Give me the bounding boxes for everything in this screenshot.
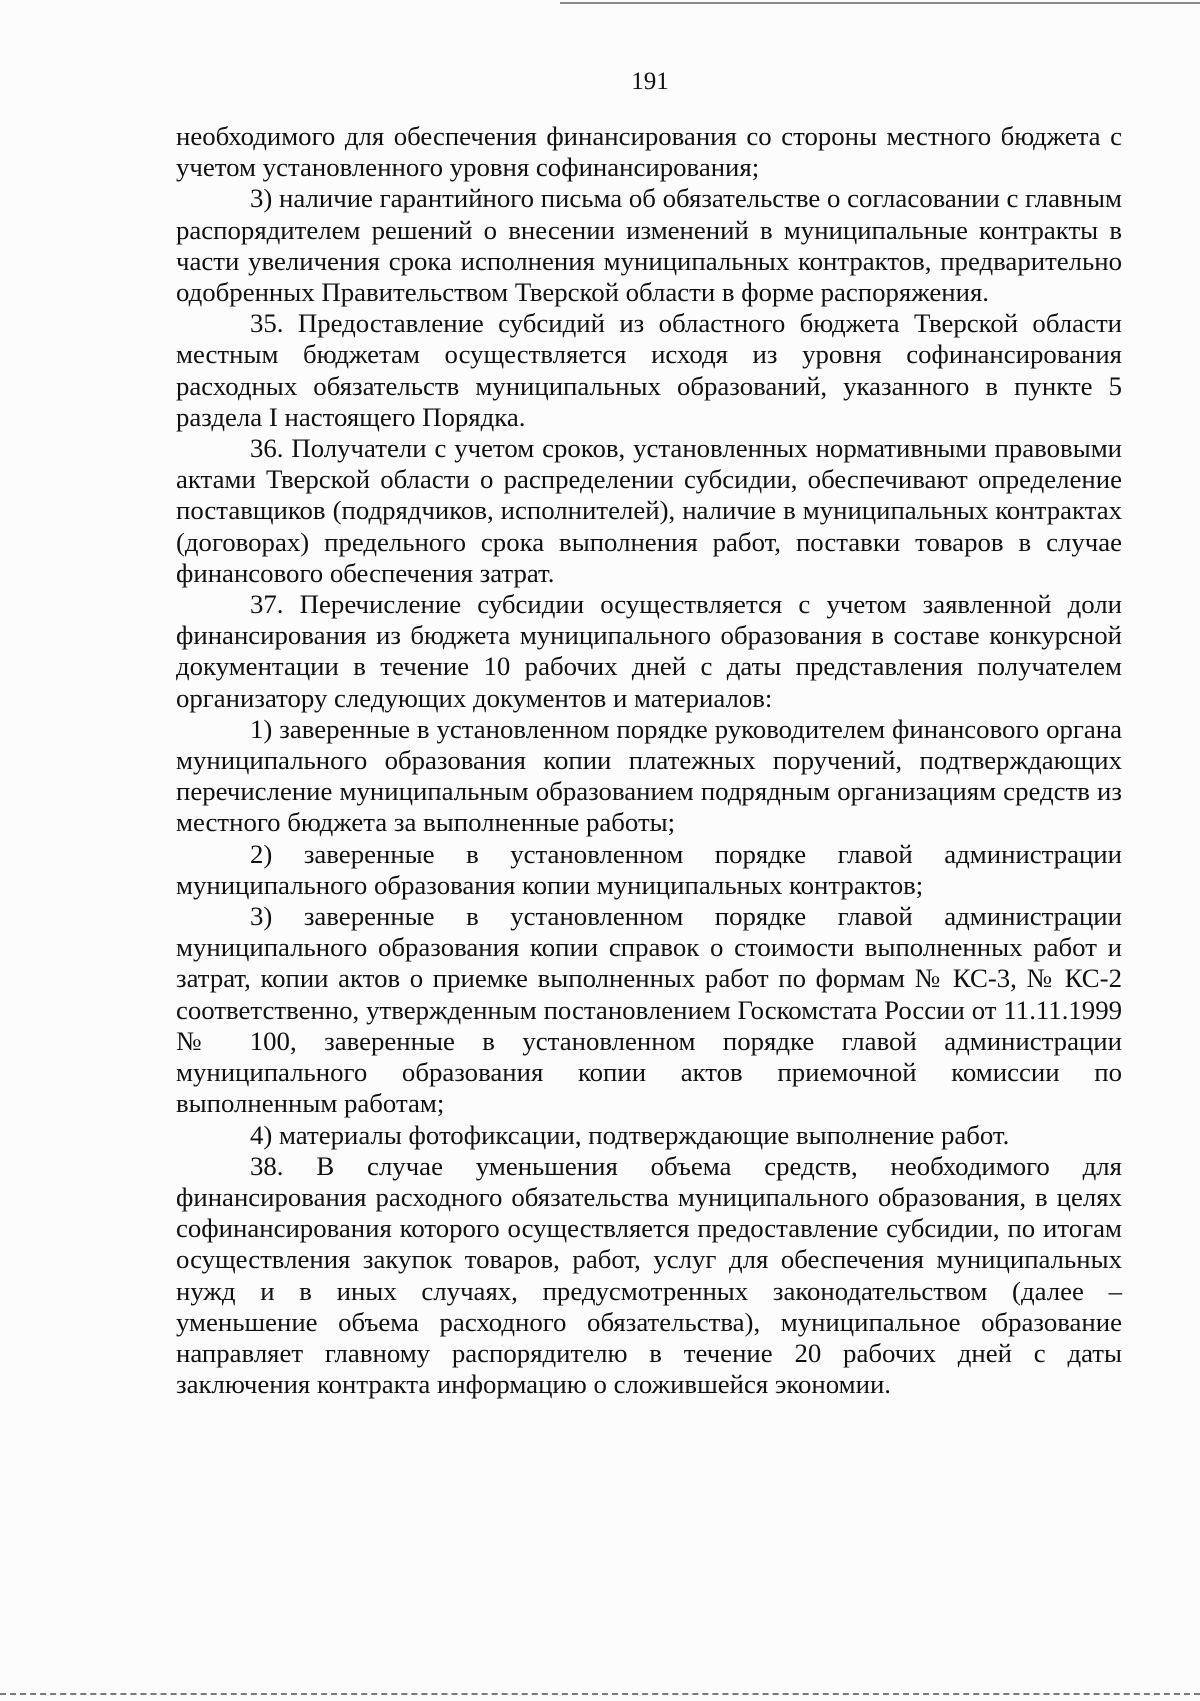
page-number: 191 [631, 68, 669, 95]
paragraph-35: 35. Предоставление субсидий из областного бюджета Тверской области местным бюджетам осуществляется исходя из уровня софинансирования расходных обязательств муниципальных образований, указанного в пункте 5 раздела I настоящего Порядка. [176, 308, 1122, 432]
scan-edge-top [560, 2, 1200, 4]
paragraph-continuation: необходимого для обеспечения финансирования со стороны местного бюджета с учетом установленного уровня софинансирования; [176, 121, 1122, 183]
document-body [176, 121, 1122, 1400]
scan-edge-bottom [0, 1693, 1200, 1695]
paragraph-37: 37. Перечисление субсидии осуществляется с учетом заявленной доли финансирования из бюджета муниципального образования в составе конкурсной документации в течение 10 рабочих дней с даты представления получателем организатору следующих документов и материалов: [176, 589, 1122, 713]
paragraph-item-3-guarantee-letter: 3) наличие гарантийного письма об обязательстве о согласовании с главным распорядителем решений о внесении изменений в муниципальные контракты в части увеличения срока исполнения муниципальных контрактов, предварительно одобренных Правительством Тверской области в форме распоряжения. [176, 183, 1122, 308]
paragraph-36: 36. Получатели с учетом сроков, установленных нормативными правовыми актами Тверской области о распределении субсидии, обеспечивают определение поставщиков (подрядчиков, исполнителей), наличие в муниципальных контрактах (договорах) предельного срока выполнения работ, поставки товаров в случае финансового обеспечения затрат. [176, 433, 1122, 588]
paragraph-37-item-4: 4) материалы фотофиксации, подтверждающие выполнение работ. [250, 1119, 1010, 1150]
paragraph-38: 38. В случае уменьшения объема средств, необходимого для финансирования расходного обязательства муниципального образования, в целях софинансирования которого осуществляется предоставление субсидии, по итогам осуществления закупок товаров, работ, услуг для обеспечения муниципальных нужд и в иных случаях, предусмотренных законодательством (далее – уменьшение объема расходного обязательства), муниципальное образование направляет главному распорядителю в течение 20 рабочих дней с даты заключения контракта информацию о сложившейся экономии. [176, 1150, 1122, 1400]
paragraph-37-item-2: 2) заверенные в установленном порядке главой администрации муниципального образования копии муниципальных контрактов; [176, 838, 1122, 900]
paragraph-37-item-3: 3) заверенные в установленном порядке главой администрации муниципального образования копии справок о стоимости выполненных работ и затрат, копии актов о приемке выполненных работ по формам № КС-3, № КС-2 соответственно, утвержденным постановлением Госкомстата России от 11.11.1999 № 100, заверенные в установленном порядке главой администрации муниципального образования копии актов приемочной комиссии по выполненным работам; [176, 901, 1122, 1119]
paragraph-37-item-1: 1) заверенные в установленном порядке руководителем финансового органа муниципального образования копии платежных поручений, подтверждающих перечисление муниципальным образованием подрядным организациям средств из местного бюджета за выполненные работы; [176, 713, 1122, 838]
